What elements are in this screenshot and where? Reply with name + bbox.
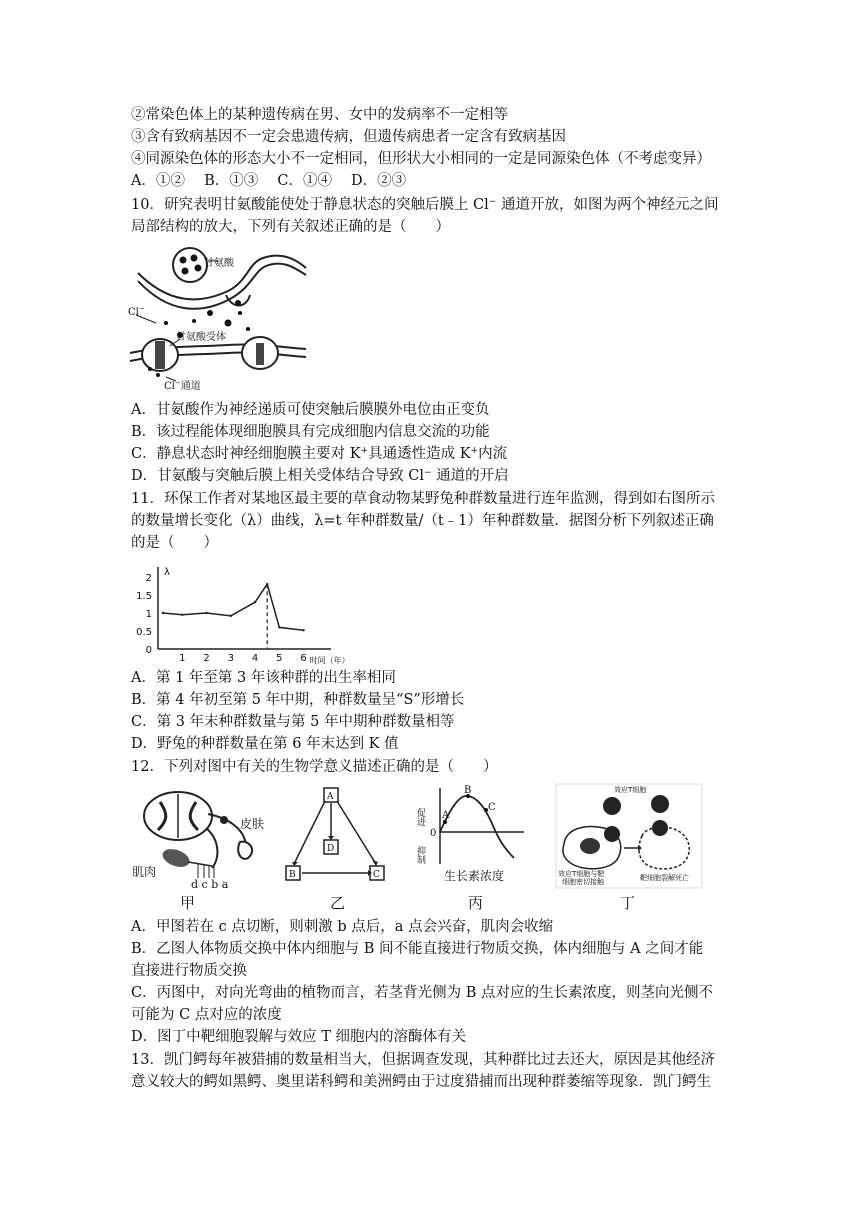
- label-channel-cl: Cl: [164, 381, 175, 392]
- q10-stem-sup: −: [488, 197, 497, 207]
- caption-bing: 丙: [468, 894, 484, 912]
- q12-option-c-2: 可能为 C 点对应的浓度: [131, 1007, 282, 1023]
- q10-c-a: C．静息状态时神经细胞膜主要对 K: [131, 446, 361, 462]
- q13-stem-2: 意义较大的鳄如黑鳄、奥里诺科鳄和美洲鳄由于过度猎捕而出现种群萎缩等现象．凯门鳄生: [131, 1074, 711, 1090]
- statement-3: ③含有致病基因不一定会患遗传病，但遗传病患者一定含有致病基因: [131, 129, 566, 145]
- statement-2: ②常染色体上的某种遗传病在男、女中的发病率不一定相等: [131, 107, 508, 123]
- figure-yi: [280, 784, 396, 912]
- q10-option-b: B．该过程能体现细胞膜具有完成细胞内信息交流的功能: [131, 424, 490, 440]
- x-tick-label: 1: [179, 653, 186, 664]
- q12-option-b-1: B．乙图人体物质交换中体内细胞与 B 间不能直接进行物质交换，体内细胞与 A 之间才能: [131, 941, 704, 957]
- q10-stem: [131, 195, 741, 215]
- point-a: A: [442, 810, 450, 821]
- label-t-cell: 效应T细胞: [614, 786, 647, 794]
- label-glycine-receptor: 甘氨酸受体: [176, 332, 226, 343]
- q11-stem-2: 的数量增长变化（λ）曲线，λ=t 年种群数量/（t﹣1）年种群数量．据图分析下列叙述正确: [131, 513, 714, 529]
- q13-stem-1: 13．凯门鳄每年被猎捕的数量相当大，但据调查发现，其种群比过去还大，原因是其他经济: [131, 1052, 715, 1068]
- q10-c-sup2: +: [470, 446, 479, 456]
- lambda-point: [278, 626, 280, 628]
- label-muscle: 肌肉: [132, 865, 157, 879]
- node-d: D: [327, 844, 335, 854]
- caption-ding: 丁: [620, 894, 636, 912]
- label-glycine: 甘氨酸: [204, 258, 234, 269]
- synapse-figure: [128, 243, 308, 391]
- q10-c-sup1: +: [360, 446, 369, 456]
- label-cl: [128, 305, 145, 318]
- q11-option-d: D．野兔的种群数量在第 6 年末达到 K 值: [131, 736, 399, 752]
- q11-option-b: B．第 4 年初至第 5 年中期，种群数量呈“S”形增长: [131, 692, 465, 708]
- label-contact-1: 效应T细胞与靶: [558, 870, 605, 878]
- label-promote: 促进: [415, 808, 425, 826]
- label-channel-sup: −: [174, 379, 181, 387]
- point-b: B: [464, 785, 472, 796]
- q10-c-b: 具通透性造成 K: [368, 446, 471, 462]
- figure-jia: [128, 784, 278, 912]
- y-tick-label: 0: [145, 645, 152, 656]
- label-inhibit: 抑制: [415, 846, 425, 864]
- lambda-point: [254, 601, 256, 603]
- label-contact-2: 细胞密切接触: [562, 878, 604, 886]
- lambda-point: [162, 612, 164, 614]
- q11-option-c: C．第 3 年末种群数量与第 5 年中期种群数量相等: [131, 714, 455, 730]
- lambda-chart: [128, 557, 350, 667]
- label-auxin-conc: 生长素浓度: [444, 869, 505, 883]
- label-lysis: 靶细胞裂解死亡: [640, 874, 689, 882]
- figure-bing: [415, 784, 530, 912]
- label-dcba: d c b a: [191, 878, 229, 891]
- q12-option-a: A．甲图若在 c 点切断，则刺激 b 点后，a 点会兴奋，肌肉会收缩: [131, 919, 554, 935]
- label-zero: 0: [430, 828, 437, 839]
- y-tick-label: 1.5: [136, 591, 152, 602]
- figure-ding: [556, 784, 702, 912]
- label-channel-b: 通道: [180, 381, 201, 392]
- x-tick-label: 2: [203, 653, 210, 664]
- q12-stem: 12．下列对图中有关的生物学意义描述正确的是（ ）: [131, 759, 498, 775]
- q12-option-d: D．图丁中靶细胞裂解与效应 T 细胞内的溶酶体有关: [131, 1029, 467, 1045]
- lambda-point: [302, 629, 304, 631]
- lambda-series-line: [163, 584, 304, 630]
- y-tick-label: 1: [145, 609, 152, 620]
- q11-option-a: A．第 1 年至第 3 年该种群的出生率相同: [131, 670, 396, 686]
- caption-jia: 甲: [180, 894, 196, 912]
- node-c: C: [373, 870, 380, 880]
- point-c: C: [488, 802, 496, 813]
- q10-d-b: 通道的开启: [431, 468, 509, 484]
- label-cl-sup: −: [138, 305, 145, 313]
- node-a: A: [327, 792, 334, 802]
- x-tick-label: 5: [276, 653, 283, 664]
- q10-stem-2: 局部结构的放大，下列有关叙述正确的是（ ）: [131, 219, 450, 235]
- q10-option-a: A．甘氨酸作为神经递质可使突触后膜膜外电位由正变负: [131, 402, 490, 418]
- q10-stem-a: 10．研究表明甘氨酸能使处于静息状态的突触后膜上 Cl: [131, 197, 489, 213]
- q11-stem-3: 的是（ ）: [131, 535, 218, 551]
- q9-options: A．①② B．①③ C．①④ D．②③: [131, 173, 407, 189]
- label-cl-text: Cl: [128, 307, 139, 318]
- q12-option-b-2: 直接进行物质交换: [131, 963, 247, 979]
- lambda-point: [205, 612, 207, 614]
- lambda-point: [181, 614, 183, 616]
- q11-stem-1: 11．环保工作者对某地区最主要的草食动物某野兔种群数量进行连年监测，得到如右图所示: [131, 491, 715, 507]
- x-tick-label: 6: [300, 653, 307, 664]
- y-tick-label: 0.5: [136, 627, 152, 638]
- x-axis-label: 时间（年）: [309, 656, 350, 665]
- q10-d-sup: −: [423, 468, 432, 478]
- lambda-point: [230, 615, 232, 617]
- q10-option-c: [131, 444, 741, 464]
- caption-yi: 乙: [330, 894, 346, 912]
- q12-option-c-1: C．丙图中，对向光弯曲的植物而言，若茎背光侧为 B 点对应的生长素浓度，则茎向光侧不: [131, 985, 713, 1001]
- q10-d-a: D．甘氨酸与突触后膜上相关受体结合导致 Cl: [131, 468, 424, 484]
- y-tick-label: 2: [145, 573, 152, 584]
- label-skin: 皮肤: [240, 817, 265, 831]
- q10-stem-b: 通道开放，如图为两个神经元之间: [496, 197, 719, 213]
- x-tick-label: 4: [251, 653, 259, 664]
- label-cl-channel: [164, 379, 201, 392]
- node-b: B: [289, 870, 296, 880]
- y-axis-label: λ: [164, 567, 170, 578]
- q10-c-c: 内流: [478, 446, 508, 462]
- x-tick-label: 3: [227, 653, 234, 664]
- q10-option-d: [131, 466, 741, 486]
- statement-4: ④同源染色体的形态大小不一定相同，但形状大小相同的一定是同源染色体（不考虑变异）: [131, 151, 711, 167]
